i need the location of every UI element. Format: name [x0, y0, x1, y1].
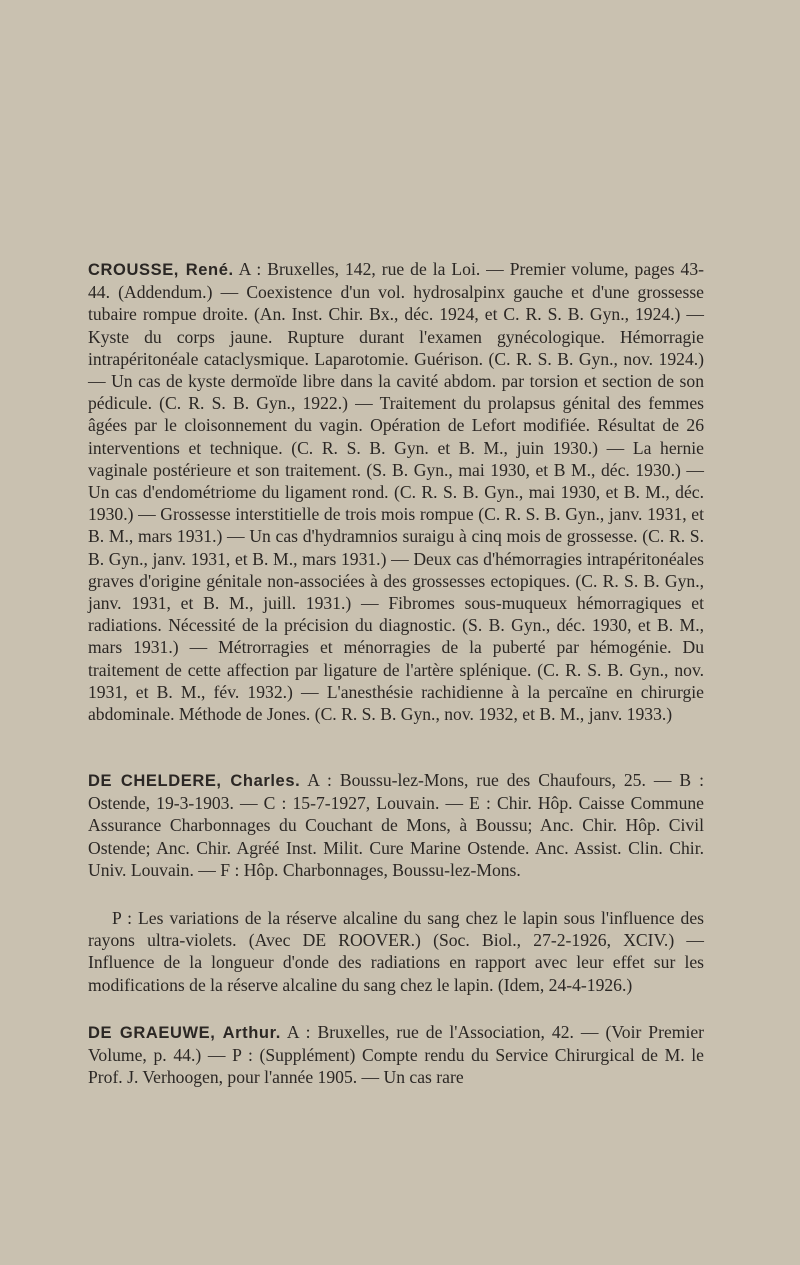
entry-text: A : Bruxelles, rue de l'Association, 42. — (Voir Premier Volume, p. 44.) — P : (Supplément) Compte rendu du Service Chirurgical de M. le Prof. J. Verhoogen, pour l'année 1905. — Un cas rare [88, 1022, 704, 1088]
entry-text: A : Bruxelles, 142, rue de la Loi. — Premier volume, pages 43-44. (Addendum.) — Coexistence d'un vol. hydrosalpinx gauche et d'une grossesse tubaire rompue droite. (An. Inst. Chir. Bx., déc. 1924, et C. R. S. B. Gyn., 1924.) — Kyste du corps jaune. Rupture durant l'examen gynécologique. Hémorragie intrapéritonéale cataclysmique. Laparotomie. Guérison. (C. R. S. B. Gyn., nov. 1924.) — Un cas de kyste dermoïde libre dans la cavité abdom. par torsion et section de son pédicule. (C. R. S. B. Gyn., 1922.) — Traitement du prolapsus génital des femmes âgées par le cloisonnement du vagin. Opération de Lefort modifiée. Résultat de 26 interventions et technique. (C. R. S. B. Gyn. et B. M., juin 1930.) — La hernie vaginale postérieure et son traitement. (S. B. Gyn., mai 1930, et B M., déc. 1930.) — Un cas d'endométriome du ligament rond. (C. R. S. B. Gyn., mai 1930, et B. M., déc. 1930.) — Grossesse interstitielle de trois mois rompue (C. R. S. B. Gyn., janv. 1931, et B. M., mars 1931.) — Un cas d'hydramnios suraigu à cinq mois de grossesse. (C. R. S. B. Gyn., janv. 1931, et B. M., mars 1931.) — Deux cas d'hémorragies intrapéritonéales graves d'origine génitale non-associées à des grossesses ectopiques. (C. R. S. B. Gyn., janv. 1931, et B. M., juill. 1931.) — Fibromes sous-muqueux hémorragiques et radiations. Nécessité de la précision du diagnostic. (S. B. Gyn., déc. 1930, et B. M., mars 1931.) — Métrorragies et ménorragies de la puberté par hémogénie. Du traitement de cette affection par ligature de l'artère splénique. (C. R. S. B. Gyn., nov. 1931, et B. M., fév. 1932.) — L'anesthésie rachidienne à la percaïne en chirurgie abdominale. Méthode de Jones. (C. R. S. B. Gyn., nov. 1932, et B. M., janv. 1933.) [88, 259, 704, 725]
entry-paragraph [88, 1021, 704, 1089]
entry-name: DE GRAEUWE, Arthur. [88, 1024, 281, 1042]
entry-de-graeuwe [88, 1021, 704, 1089]
entry-crousse [88, 258, 704, 725]
entry-de-cheldere [88, 769, 704, 881]
entry-text: A : Boussu-lez-Mons, rue des Chaufours, 25. — B : Ostende, 19-3-1903. — C : 15-7-1927, Louvain. — E : Chir. Hôp. Caisse Commune Assurance Charbonnages du Couchant de Mons, à Boussu; Anc. Chir. Hôp. Civil Ostende; Anc. Chir. Agréé Inst. Milit. Cure Marine Ostende. Anc. Assist. Clin. Chir. Univ. Louvain. — F : Hôp. Charbonnages, Boussu-lez-Mons. [88, 770, 704, 880]
entry-name: CROUSSE, René. [88, 261, 234, 279]
entry-de-cheldere-publications [88, 907, 704, 996]
entry-publications: P : Les variations de la réserve alcaline du sang chez le lapin sous l'influence des rayons ultra-violets. (Avec DE ROOVER.) (Soc. Biol., 27-2-1926, XCIV.) — Influence de la longueur d'onde des radiations en rapport avec leur effet sur les modifications de la réserve alcaline du sang chez le lapin. (Idem, 24-4-1926.) [88, 908, 704, 995]
entry-paragraph [88, 769, 704, 881]
entry-paragraph [88, 258, 704, 725]
entry-name: DE CHELDERE, Charles. [88, 772, 301, 790]
